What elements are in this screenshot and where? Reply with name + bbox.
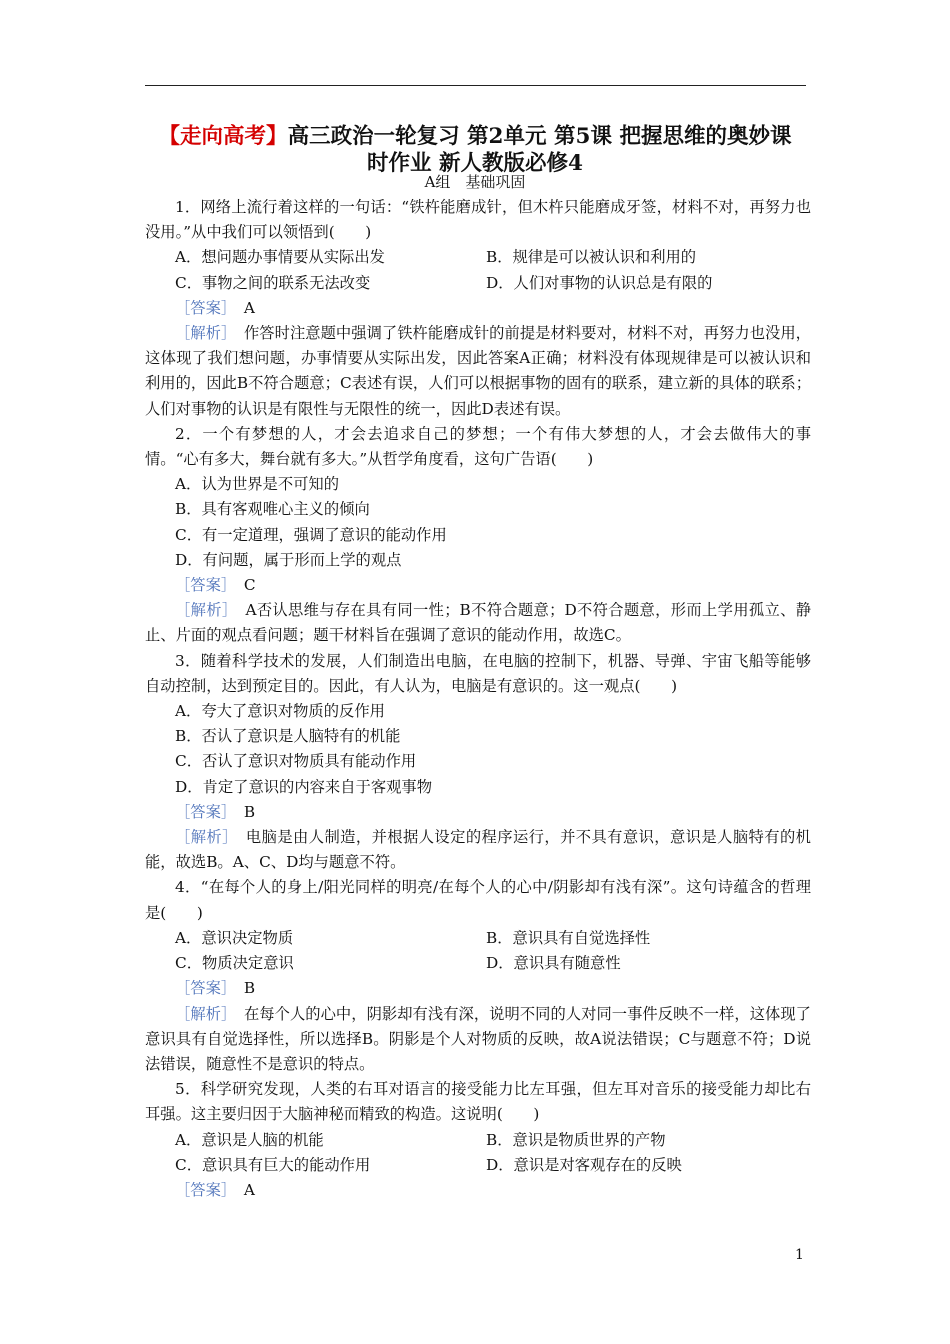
option: C．事物之间的联系无法改变 — [175, 273, 371, 292]
question-stem: 2．一个有梦想的人，才会去追求自己的梦想；一个有伟大梦想的人，才会去做伟大的事情。“心有多大，舞台就有多大。”从哲学角度看，这句广告语( ) — [145, 424, 811, 469]
option: D．肯定了意识的内容来自于客观事物 — [175, 777, 433, 796]
analysis-label: ［解析］ — [175, 1004, 229, 1023]
analysis-text: 作答时注意题中强调了铁杵能磨成针的前提是材料要对，材料不对，再努力也没用，这体现了我们想问题，办事情要从实际出发，因此答案A正确；材料没有体现规律是可以被认识和利用的，因此B不符合题意；C表述有误，人们可以根据事物的固有的联系，建立新的具体的联系；人们对事物的认识是有限性与无限性的统一，因此D表述有误。 — [145, 324, 811, 418]
analysis-paragraph — [145, 825, 811, 875]
answer-value: B — [243, 979, 256, 998]
question-stem: 4．“在每个人的身上/阳光同样的明亮/在每个人的心中/阴影却有浅有深”。这句诗蕴含的哲理是( ) — [145, 878, 811, 922]
answer-line — [145, 573, 811, 598]
option-row — [145, 1153, 811, 1178]
document-title-line1 — [140, 123, 810, 150]
option: B．意识是物质世界的产物 — [486, 1130, 666, 1149]
answer-value: C — [243, 576, 256, 595]
answer-value: A — [243, 298, 255, 317]
option: C．物质决定意识 — [175, 954, 294, 973]
answer-label: ［答案］ — [175, 979, 229, 998]
option: C．有一定道理，强调了意识的能动作用 — [175, 525, 447, 544]
answer-line — [145, 1178, 811, 1203]
option: A．夸大了意识对物质的反作用 — [175, 702, 385, 721]
answer-line — [145, 800, 811, 825]
analysis-label: ［解析］ — [175, 324, 229, 343]
analysis-text: 在每个人的心中，阴影却有浅有深，说明不同的人对同一事件反映不一样，这体现了意识具有自觉选择性，所以选择B。阴影是个人对物质的反映，故A说法错误；C与题意不符；D说法错误，随意性不是意识的特点。 — [145, 1004, 811, 1073]
option: D．有问题，属于形而上学的观点 — [175, 550, 402, 569]
option: C．意识具有巨大的能动作用 — [175, 1155, 371, 1174]
analysis-paragraph — [145, 598, 811, 648]
option: A．想问题办事情要从实际出发 — [175, 248, 385, 267]
option-row — [145, 271, 811, 296]
option: B．意识具有自觉选择性 — [486, 928, 651, 947]
question-list — [145, 195, 811, 1203]
analysis-paragraph — [145, 1002, 811, 1078]
option: D．人们对事物的认识总是有限的 — [486, 273, 713, 292]
answer-label: ［答案］ — [175, 1180, 229, 1199]
answer-label: ［答案］ — [175, 298, 229, 317]
option: D．意识是对客观存在的反映 — [486, 1155, 682, 1174]
question-stem: 1．网络上流行着这样的一句话：“铁杵能磨成针，但木杵只能磨成牙签，材料不对，再努力也没用。”从中我们可以领悟到( ) — [145, 198, 811, 242]
group-heading: A组 基础巩固 — [424, 173, 526, 191]
option: B．具有客观唯心主义的倾向 — [175, 500, 370, 519]
question-stem: 3．随着科学技术的发展，人们制造出电脑，在电脑的控制下，机器、导弹、宇宙飞船等能够自动控制，达到预定目的。因此，有人认为，电脑是有意识的。这一观点( ) — [145, 651, 811, 695]
option: C．否认了意识对物质具有能动作用 — [175, 752, 417, 771]
option: D．意识具有随意性 — [486, 954, 621, 973]
title-prefix: 【走向高考】 — [158, 124, 288, 149]
option-row — [145, 1128, 811, 1153]
answer-line — [145, 296, 811, 321]
analysis-text: 电脑是由人制造，并根据人设定的程序运行，并不具有意识，意识是人脑特有的机能，故选B。A、C、D均与题意不符。 — [145, 828, 811, 872]
answer-value: A — [243, 1180, 255, 1199]
answer-line — [145, 976, 811, 1001]
title-rest: 高三政治一轮复习 第2单元 第5课 把握思维的奥妙课 — [287, 124, 792, 149]
document-title-line2: 时作业 新人教版必修4 — [367, 151, 583, 176]
analysis-label: ［解析］ — [175, 601, 230, 620]
option-row — [145, 926, 811, 951]
answer-value: B — [243, 802, 256, 821]
page-number: 1 — [795, 1247, 804, 1263]
question-stem: 5．科学研究发现，人类的右耳对语言的接受能力比左耳强，但左耳对音乐的接受能力却比右耳强。这主要归因于大脑神秘而精致的构造。这说明( ) — [145, 1080, 811, 1124]
analysis-paragraph — [145, 321, 811, 422]
analysis-text: A否认思维与存在具有同一性；B不符合题意；D不符合题意，形而上学用孤立、静止、片面的观点看问题；题干材料旨在强调了意识的能动作用，故选C。 — [145, 601, 811, 645]
option-row — [145, 951, 811, 976]
option: A．认为世界是不可知的 — [175, 475, 340, 494]
option: B．否认了意识是人脑特有的机能 — [175, 727, 401, 746]
answer-label: ［答案］ — [175, 802, 229, 821]
analysis-label: ［解析］ — [175, 828, 231, 847]
header-rule — [145, 85, 806, 86]
option: A．意识决定物质 — [175, 928, 294, 947]
option: B．规律是可以被认识和利用的 — [486, 248, 697, 267]
answer-label: ［答案］ — [175, 576, 229, 595]
option-row — [145, 245, 811, 270]
option: A．意识是人脑的机能 — [175, 1130, 324, 1149]
